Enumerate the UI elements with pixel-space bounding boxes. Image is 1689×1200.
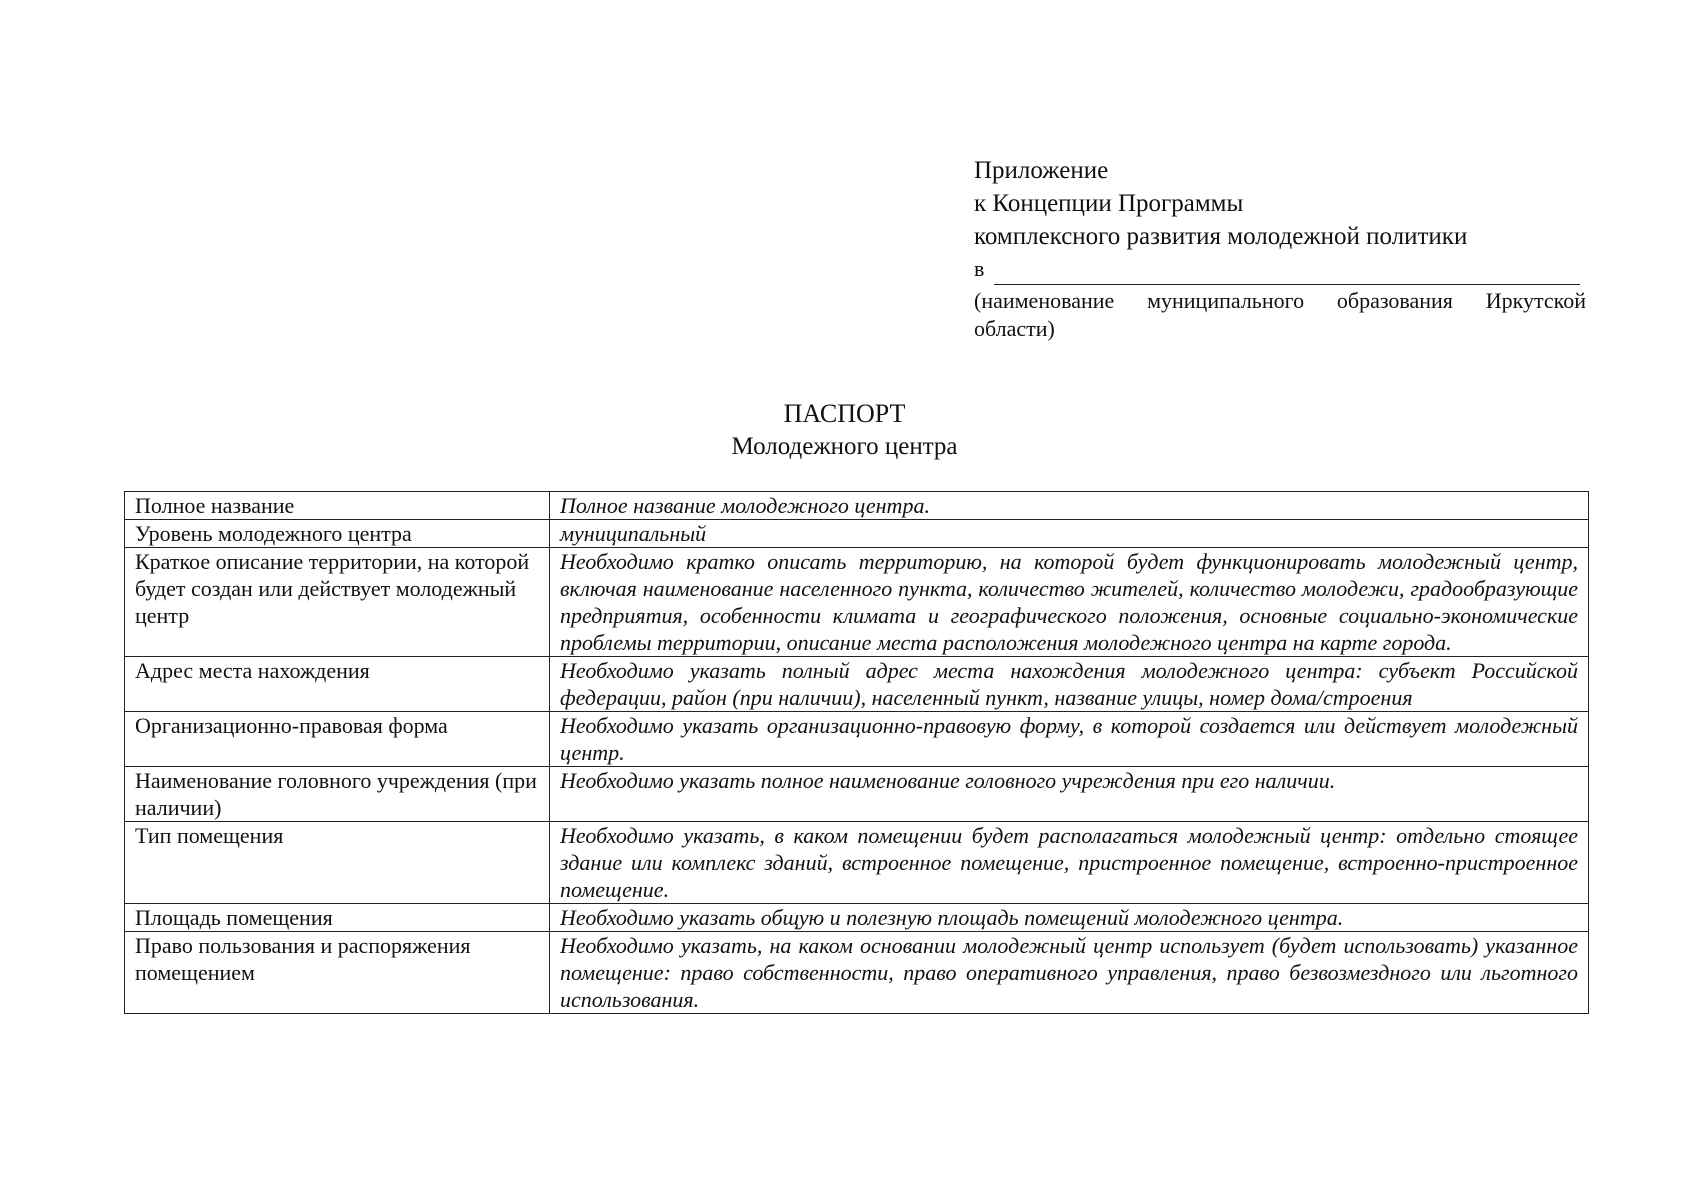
passport-table	[124, 491, 1589, 1014]
appendix-reference: к Концепции Программы	[974, 190, 1244, 217]
table-row	[125, 548, 1589, 657]
document-title-block	[0, 397, 1689, 463]
table-row	[125, 904, 1589, 932]
row-value: Необходимо указать общую и полезную площадь помещений молодежного центра.	[550, 904, 1589, 932]
appendix-title: Приложение	[974, 157, 1109, 184]
table-row	[125, 822, 1589, 904]
table-row	[125, 712, 1589, 767]
document-title: ПАСПОРТ	[783, 399, 906, 428]
row-value: Необходимо указать полное наименование головного учреждения при его наличии.	[550, 767, 1589, 822]
row-label: Полное название	[125, 492, 550, 520]
row-value: Необходимо указать, в каком помещении будет располагаться молодежный центр: отдельно стоящее здание или комплекс зданий, встроенное помещение, пристроенное помещение, встроенно-пристроенное помещение.	[550, 822, 1589, 904]
row-label: Площадь помещения	[125, 904, 550, 932]
row-label: Краткое описание территории, на которой будет создан или действует молодежный центр	[125, 548, 550, 657]
row-value: Необходимо указать, на каком основании молодежный центр использует (будет использовать) указанное помещение: право собственности, право оперативного управления, право безвозмездного или льготного использования.	[550, 932, 1589, 1014]
row-value: муниципальный	[550, 520, 1589, 548]
municipality-blank-line	[994, 264, 1580, 285]
row-value: Необходимо указать организационно-правовую форму, в которой создается или действует молодежный центр.	[550, 712, 1589, 767]
row-label: Организационно-правовая форма	[125, 712, 550, 767]
row-value: Необходимо указать полный адрес места нахождения молодежного центра: субъект Российской федерации, район (при наличии), населенный пункт, название улицы, номер дома/строения	[550, 657, 1589, 712]
row-label: Адрес места нахождения	[125, 657, 550, 712]
row-label: Право пользования и распоряжения помещением	[125, 932, 550, 1014]
appendix-program-name: комплексного развития молодежной политики	[974, 223, 1468, 250]
document-subtitle: Молодежного центра	[731, 433, 958, 460]
table-row	[125, 932, 1589, 1014]
municipality-fill-in	[974, 253, 1586, 285]
row-label: Наименование головного учреждения (при наличии)	[125, 767, 550, 822]
municipality-prefix: в	[974, 256, 985, 281]
appendix-header	[974, 154, 1586, 343]
row-label: Уровень молодежного центра	[125, 520, 550, 548]
row-value: Необходимо кратко описать территорию, на которой будет функционировать молодежный центр, включая наименование населенного пункта, количество жителей, количество молодежи, градообразующие предприятия, особенности климата и географического положения, основные социально-экономические проблемы территории, описание места расположения молодежного центра на карте города.	[550, 548, 1589, 657]
table-row	[125, 767, 1589, 822]
table-row	[125, 520, 1589, 548]
table-row	[125, 657, 1589, 712]
municipality-note: (наименование муниципального образования Иркутской области)	[974, 288, 1586, 341]
row-value: Полное название молодежного центра.	[550, 492, 1589, 520]
table-row	[125, 492, 1589, 520]
row-label: Тип помещения	[125, 822, 550, 904]
